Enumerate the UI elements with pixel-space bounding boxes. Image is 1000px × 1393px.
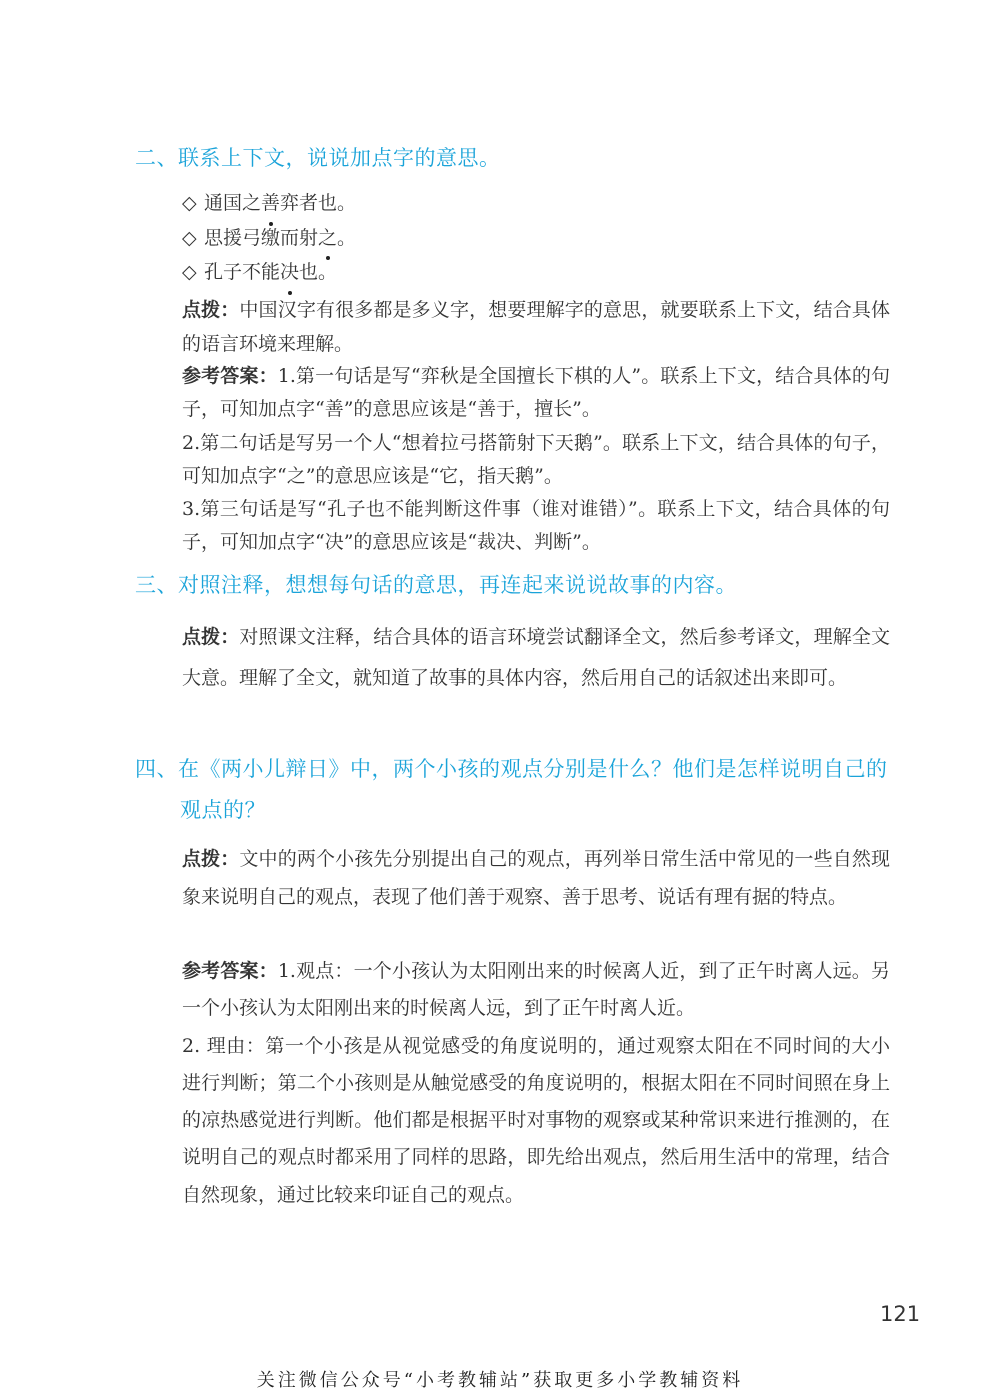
diamond-bullet-icon: ◇ (182, 261, 197, 283)
page-number: 121 (880, 1302, 921, 1326)
section-4-tip (182, 841, 890, 916)
tip-label: 点拨： (182, 848, 240, 870)
answer-item-2: 2. 理由：第一个小孩是从视觉感受的角度说明的，通过观察太阳在不同时间的大小进行判断；第二个小孩则是从触觉感受的角度说明的，根据太阳在不同时间照在身上的凉热感觉进行判断。他们都是根据平时对事物的观察或某种常识来进行推测的，在说明自己的观点时都采用了同样的思路，即先给出观点，然后用生活中的常理，结合自然现象，通过比较来印证自己的观点。 (182, 1034, 890, 1206)
sentence-text: 。 (337, 226, 357, 249)
section-number: 四、 (135, 757, 178, 781)
tip-label: 点拨： (182, 299, 240, 321)
sentence-text: 也。 (299, 261, 338, 283)
tip-label: 点拨： (182, 626, 240, 648)
footer-notice: 关注微信公众号“小考教辅站”获取更多小学教辅资料 (256, 1370, 744, 1391)
section-title-text: 在《两小儿辩日》中，两个小孩的观点分别是什么？他们是怎样说明自己的观点的？ (178, 757, 888, 822)
diamond-bullet-icon: ◇ (182, 192, 197, 214)
answer-item-1: 1.观点：一个小孩认为太阳刚出来的时候离人近，到了正午时离人远。另一个小孩认为太阳刚出来的时候离人远，到了正午时离人近。 (182, 960, 890, 1020)
section-4-heading (135, 749, 895, 831)
diamond-bullet-icon: ◇ (182, 226, 197, 249)
section-2-answer (182, 360, 890, 560)
answer-item-2: 2.第二句话是写另一个人“想着拉弓搭箭射下天鹅”。联系上下文，结合具体的句子，可知加点字“之”的意思应该是“它，指天鹅”。 (182, 431, 890, 487)
tip-text: 文中的两个小孩先分别提出自己的观点，再列举日常生活中常见的一些自然现象来说明自己的观点，表现了他们善于观察、善于思考、说话有理有据的特点。 (182, 848, 890, 908)
section-3-tip (182, 617, 890, 699)
section-2-tip (182, 294, 890, 361)
section-4-answer (182, 953, 890, 1214)
sentence-text: 孔子不能 (204, 261, 281, 283)
dotted-character: 善 (261, 186, 280, 221)
answer-item-1: 1.第一句话是写“弈秋是全国擅长下棋的人”。联系上下文，结合具体的句子，可知加点字“善”的意思应该是“善于，擅长”。 (182, 365, 890, 421)
section-2-heading: 二、联系上下文，说说加点字的意思。 (135, 146, 501, 170)
example-sentence-3 (182, 255, 882, 290)
dotted-character: 之 (318, 221, 337, 256)
sentence-text: 思援弓缴而射 (204, 226, 319, 249)
tip-text: 中国汉字有很多都是多义字，想要理解字的意思，就要联系上下文，结合具体的语言环境来理解。 (182, 299, 890, 355)
example-sentence-1 (182, 186, 882, 221)
sentence-text: 弈者也。 (280, 192, 357, 214)
tip-text: 对照课文注释，结合具体的语言环境尝试翻译全文，然后参考译文，理解全文大意。理解了全文，就知道了故事的具体内容，然后用自己的话叙述出来即可。 (182, 626, 890, 689)
sentence-text: 通国之 (204, 192, 262, 214)
answer-item-3: 3.第三句话是写“孔子也不能判断这件事（谁对谁错）”。联系上下文，结合具体的句子，可知加点字“决”的意思应该是“裁决、判断”。 (182, 498, 890, 554)
dotted-character: 决 (280, 255, 299, 290)
example-sentence-2 (182, 221, 882, 256)
answer-label: 参考答案： (182, 365, 278, 387)
answer-label: 参考答案： (182, 960, 278, 982)
section-3-heading: 三、对照注释，想想每句话的意思，再连起来说说故事的内容。 (135, 573, 737, 597)
example-sentences (182, 186, 882, 290)
